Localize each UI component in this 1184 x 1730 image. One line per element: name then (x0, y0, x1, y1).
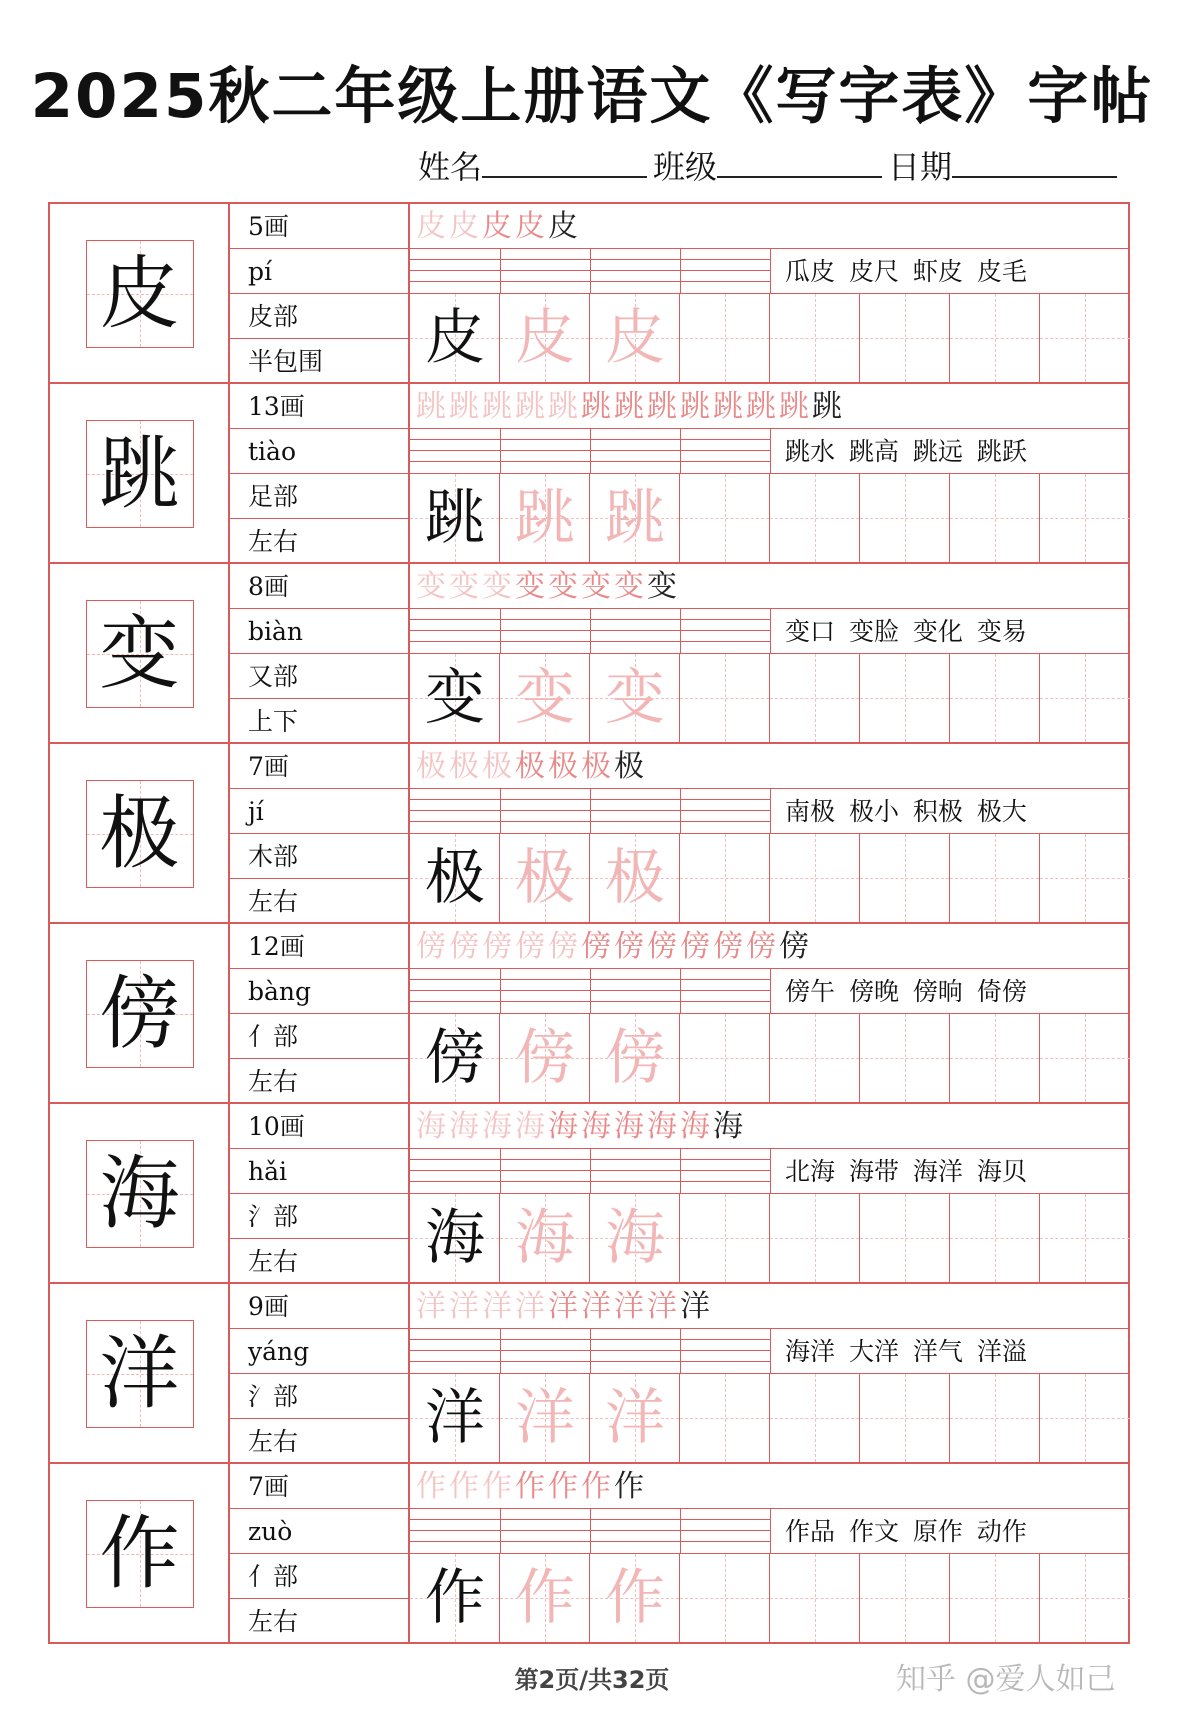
tianzige-cell[interactable] (410, 1554, 500, 1642)
practice-area (410, 924, 1130, 1102)
radical-label: 足部 (230, 474, 408, 519)
stroke-step: 跳 (581, 389, 611, 424)
stroke-count-label: 5画 (230, 204, 408, 249)
pinyin-label: biàn (230, 609, 408, 654)
stroke-order-line (410, 204, 1130, 249)
structure-label: 左右 (248, 1067, 299, 1096)
name-label: 姓名 (418, 148, 483, 186)
stroke-step: 变 (548, 569, 578, 604)
tianzige-row (410, 1374, 1130, 1462)
stroke-order-line (410, 1284, 1130, 1329)
stroke-step: 洋 (614, 1289, 644, 1324)
tianzige-cell[interactable] (860, 1194, 950, 1282)
stroke-step: 跳 (746, 389, 776, 424)
trace-character: 变 (515, 663, 575, 733)
stroke-step: 皮 (515, 209, 545, 244)
stroke-step: 海 (713, 1109, 743, 1144)
trace-character: 极 (515, 843, 575, 913)
big-character: 皮 (99, 247, 180, 340)
pinyin-writing-lines[interactable] (410, 429, 770, 474)
model-character: 海 (425, 1203, 485, 1273)
tianzige-cell[interactable] (770, 1374, 860, 1462)
pinyin-label: hǎi (230, 1149, 408, 1194)
tianzige-cell[interactable] (1040, 474, 1130, 562)
stroke-step: 皮 (548, 209, 578, 244)
tianzige-cell[interactable] (1040, 654, 1130, 742)
date-blank[interactable] (952, 146, 1117, 178)
model-character: 洋 (425, 1383, 485, 1453)
stroke-count-label: 7画 (230, 1464, 408, 1509)
pinyin-label: yáng (230, 1329, 408, 1374)
stroke-step: 变 (449, 569, 479, 604)
stroke-count-label: 10画 (230, 1104, 408, 1149)
practice-area (410, 1464, 1130, 1642)
stroke-step: 作 (515, 1469, 545, 1504)
stroke-step: 极 (581, 749, 611, 784)
stroke-step: 跳 (713, 389, 743, 424)
name-blank[interactable] (482, 146, 647, 178)
tianzige-cell[interactable] (590, 654, 680, 742)
watermark: 知乎 @爱人如己 (896, 1662, 1116, 1697)
tianzige-cell[interactable] (590, 1014, 680, 1102)
big-character-box (86, 600, 194, 708)
pinyin-writing-lines[interactable] (410, 969, 770, 1014)
tianzige-cell[interactable] (950, 294, 1040, 382)
stroke-step: 洋 (581, 1289, 611, 1324)
stroke-step: 极 (416, 749, 446, 784)
pinyin-writing-lines[interactable] (410, 789, 770, 834)
tianzige-row (410, 1554, 1130, 1642)
radical-label: 亻部 (230, 1014, 408, 1059)
stroke-step: 洋 (548, 1289, 578, 1324)
stroke-step: 傍 (746, 929, 776, 964)
structure-label: 半包围 (248, 347, 324, 376)
tianzige-cell[interactable] (590, 834, 680, 922)
trace-character: 海 (605, 1203, 665, 1273)
structure-label: 左右 (248, 1607, 299, 1636)
tianzige-cell[interactable] (770, 834, 860, 922)
stroke-step: 跳 (614, 389, 644, 424)
tianzige-row (410, 654, 1130, 742)
example-words: 海洋 大洋 洋气 洋溢 (770, 1329, 1130, 1374)
tianzige-cell[interactable] (950, 834, 1040, 922)
trace-character: 跳 (515, 483, 575, 553)
radical-label: 氵部 (230, 1374, 408, 1419)
stroke-count-label: 9画 (230, 1284, 408, 1329)
stroke-order-line (410, 744, 1130, 789)
big-character: 傍 (99, 967, 180, 1060)
example-words: 南极 极小 积极 极大 (770, 789, 1130, 834)
tianzige-cell[interactable] (770, 1014, 860, 1102)
tianzige-cell[interactable] (590, 1374, 680, 1462)
stroke-step: 洋 (416, 1289, 446, 1324)
stroke-count-label: 7画 (230, 744, 408, 789)
tianzige-cell[interactable] (500, 654, 590, 742)
worksheet-title: 2025秋二年级上册语文《写字表》字帖 (30, 61, 1154, 132)
tianzige-cell[interactable] (860, 1554, 950, 1642)
stroke-step: 傍 (449, 929, 479, 964)
pinyin-label: bàng (230, 969, 408, 1014)
stroke-step: 傍 (581, 929, 611, 964)
tianzige-cell[interactable] (500, 1014, 590, 1102)
tianzige-cell[interactable] (1040, 1374, 1130, 1462)
tianzige-cell[interactable] (410, 294, 500, 382)
tianzige-cell[interactable] (770, 294, 860, 382)
stroke-step: 傍 (548, 929, 578, 964)
big-character-cell (50, 1284, 230, 1462)
character-info-cell (230, 204, 410, 382)
stroke-step: 变 (515, 569, 545, 604)
big-character-box (86, 780, 194, 888)
model-character: 跳 (425, 483, 485, 553)
stroke-count-label: 8画 (230, 564, 408, 609)
trace-character: 皮 (605, 303, 665, 373)
stroke-step: 极 (449, 749, 479, 784)
tianzige-cell[interactable] (950, 1014, 1040, 1102)
stroke-step: 傍 (647, 929, 677, 964)
stroke-step: 跳 (548, 389, 578, 424)
big-character: 洋 (99, 1327, 180, 1420)
stroke-step: 作 (548, 1469, 578, 1504)
stroke-step: 跳 (416, 389, 446, 424)
stroke-step: 跳 (647, 389, 677, 424)
tianzige-cell[interactable] (860, 654, 950, 742)
character-row (50, 204, 1130, 384)
big-character-cell (50, 1464, 230, 1642)
trace-character: 变 (605, 663, 665, 733)
big-character-cell (50, 744, 230, 922)
tianzige-cell[interactable] (680, 1554, 770, 1642)
big-character-cell (50, 384, 230, 562)
structure-label: 上下 (248, 707, 299, 736)
tianzige-cell[interactable] (860, 474, 950, 562)
trace-character: 作 (515, 1563, 575, 1633)
stroke-count-label: 13画 (230, 384, 408, 429)
practice-area (410, 744, 1130, 922)
big-character-cell (50, 204, 230, 382)
stroke-step: 跳 (812, 389, 842, 424)
stroke-order-line (410, 924, 1130, 969)
big-character: 海 (99, 1147, 180, 1240)
stroke-step: 海 (548, 1109, 578, 1144)
stroke-step: 跳 (515, 389, 545, 424)
trace-character: 傍 (515, 1023, 575, 1093)
stroke-step: 作 (482, 1469, 512, 1504)
stroke-step: 皮 (449, 209, 479, 244)
stroke-step: 跳 (680, 389, 710, 424)
tianzige-cell[interactable] (500, 294, 590, 382)
stroke-step: 海 (581, 1109, 611, 1144)
tianzige-cell[interactable] (590, 1554, 680, 1642)
character-info-cell (230, 384, 410, 562)
structure-label: 左右 (248, 527, 299, 556)
date-label: 日期 (888, 148, 953, 186)
tianzige-cell[interactable] (410, 474, 500, 562)
tianzige-cell[interactable] (860, 294, 950, 382)
character-row (50, 744, 1130, 924)
radical-label: 木部 (230, 834, 408, 879)
stroke-step: 洋 (482, 1289, 512, 1324)
stroke-step: 极 (614, 749, 644, 784)
big-character-box (86, 240, 194, 348)
stroke-step: 海 (449, 1109, 479, 1144)
stroke-order-line (410, 384, 1130, 429)
pinyin-writing-lines[interactable] (410, 1149, 770, 1194)
stroke-step: 变 (647, 569, 677, 604)
tianzige-cell[interactable] (680, 654, 770, 742)
character-info-cell (230, 564, 410, 742)
tianzige-cell[interactable] (500, 1554, 590, 1642)
pinyin-label: jí (230, 789, 408, 834)
practice-area (410, 564, 1130, 742)
pinyin-label: tiào (230, 429, 408, 474)
tianzige-cell[interactable] (680, 1194, 770, 1282)
character-info-cell (230, 924, 410, 1102)
stroke-order-line (410, 1464, 1130, 1509)
big-character-cell (50, 924, 230, 1102)
tianzige-cell[interactable] (950, 474, 1040, 562)
stroke-order-line (410, 1104, 1130, 1149)
tianzige-cell[interactable] (500, 834, 590, 922)
tianzige-cell[interactable] (770, 474, 860, 562)
tianzige-cell[interactable] (680, 1014, 770, 1102)
tianzige-cell[interactable] (590, 474, 680, 562)
stroke-step: 变 (416, 569, 446, 604)
student-info-line (418, 142, 1123, 188)
tianzige-cell[interactable] (860, 1374, 950, 1462)
tianzige-cell[interactable] (770, 1554, 860, 1642)
stroke-step: 变 (581, 569, 611, 604)
example-words: 变口 变脸 变化 变易 (770, 609, 1130, 654)
tianzige-cell[interactable] (860, 834, 950, 922)
tianzige-cell[interactable] (500, 474, 590, 562)
stroke-step: 变 (614, 569, 644, 604)
tianzige-cell[interactable] (1040, 294, 1130, 382)
pinyin-writing-lines[interactable] (410, 609, 770, 654)
tianzige-cell[interactable] (1040, 1014, 1130, 1102)
big-character-cell (50, 1104, 230, 1282)
page-number: 第2页/共32页 (514, 1666, 670, 1694)
stroke-step: 跳 (482, 389, 512, 424)
stroke-step: 海 (416, 1109, 446, 1144)
pinyin-label: pí (230, 249, 408, 294)
stroke-step: 作 (449, 1469, 479, 1504)
stroke-step: 傍 (416, 929, 446, 964)
tianzige-row (410, 834, 1130, 922)
stroke-step: 极 (482, 749, 512, 784)
tianzige-cell[interactable] (410, 1374, 500, 1462)
model-character: 作 (425, 1563, 485, 1633)
stroke-step: 洋 (647, 1289, 677, 1324)
character-info-cell (230, 1284, 410, 1462)
big-character-box (86, 1500, 194, 1608)
stroke-step: 洋 (680, 1289, 710, 1324)
stroke-step: 洋 (449, 1289, 479, 1324)
character-row (50, 1104, 1130, 1284)
stroke-step: 跳 (779, 389, 809, 424)
practice-sheet (48, 202, 1130, 1644)
character-info-cell (230, 1104, 410, 1282)
trace-character: 作 (605, 1563, 665, 1633)
practice-area (410, 1104, 1130, 1282)
stroke-step: 作 (416, 1469, 446, 1504)
trace-character: 极 (605, 843, 665, 913)
big-character: 变 (99, 607, 180, 700)
example-words: 傍午 傍晚 傍晌 倚傍 (770, 969, 1130, 1014)
pinyin-writing-lines[interactable] (410, 1509, 770, 1554)
tianzige-cell[interactable] (1040, 1194, 1130, 1282)
stroke-step: 海 (647, 1109, 677, 1144)
big-character-box (86, 1320, 194, 1428)
example-words: 作品 作文 原作 动作 (770, 1509, 1130, 1554)
tianzige-cell[interactable] (680, 1374, 770, 1462)
tianzige-cell[interactable] (410, 654, 500, 742)
tianzige-cell[interactable] (680, 294, 770, 382)
character-row (50, 1284, 1130, 1464)
tianzige-cell[interactable] (950, 654, 1040, 742)
class-label: 班级 (653, 148, 718, 186)
big-character: 跳 (99, 427, 180, 520)
big-character: 作 (99, 1507, 180, 1600)
stroke-step: 皮 (416, 209, 446, 244)
tianzige-cell[interactable] (950, 1194, 1040, 1282)
model-character: 皮 (425, 303, 485, 373)
stroke-step: 傍 (680, 929, 710, 964)
practice-area (410, 384, 1130, 562)
big-character-cell (50, 564, 230, 742)
trace-character: 皮 (515, 303, 575, 373)
stroke-step: 傍 (614, 929, 644, 964)
tianzige-cell[interactable] (410, 834, 500, 922)
tianzige-cell[interactable] (500, 1374, 590, 1462)
character-row (50, 924, 1130, 1104)
tianzige-cell[interactable] (1040, 834, 1130, 922)
big-character-box (86, 1140, 194, 1248)
tianzige-cell[interactable] (590, 294, 680, 382)
trace-character: 洋 (605, 1383, 665, 1453)
structure-label: 左右 (248, 887, 299, 916)
tianzige-cell[interactable] (680, 834, 770, 922)
model-character: 变 (425, 663, 485, 733)
stroke-step: 作 (614, 1469, 644, 1504)
tianzige-row (410, 1194, 1130, 1282)
pinyin-writing-lines[interactable] (410, 249, 770, 294)
class-blank[interactable] (717, 146, 882, 178)
tianzige-cell[interactable] (950, 1554, 1040, 1642)
character-info-cell (230, 1464, 410, 1642)
structure-label: 左右 (248, 1247, 299, 1276)
example-words: 瓜皮 皮尺 虾皮 皮毛 (770, 249, 1130, 294)
stroke-step: 跳 (449, 389, 479, 424)
character-info-cell (230, 744, 410, 922)
tianzige-cell[interactable] (1040, 1554, 1130, 1642)
radical-label: 氵部 (230, 1194, 408, 1239)
radical-label: 亻部 (230, 1554, 408, 1599)
pinyin-label: zuò (230, 1509, 408, 1554)
tianzige-cell[interactable] (410, 1194, 500, 1282)
trace-character: 跳 (605, 483, 665, 553)
stroke-step: 海 (614, 1109, 644, 1144)
character-row (50, 384, 1130, 564)
trace-character: 傍 (605, 1023, 665, 1093)
stroke-step: 海 (482, 1109, 512, 1144)
stroke-count-label: 12画 (230, 924, 408, 969)
stroke-step: 极 (515, 749, 545, 784)
big-character-box (86, 960, 194, 1068)
stroke-step: 傍 (713, 929, 743, 964)
big-character-box (86, 420, 194, 528)
stroke-order-line (410, 564, 1130, 609)
stroke-step: 变 (482, 569, 512, 604)
stroke-step: 洋 (515, 1289, 545, 1324)
practice-area (410, 204, 1130, 382)
stroke-step: 傍 (482, 929, 512, 964)
tianzige-cell[interactable] (680, 474, 770, 562)
character-row (50, 1464, 1130, 1644)
character-row (50, 564, 1130, 744)
trace-character: 海 (515, 1203, 575, 1273)
tianzige-row (410, 1014, 1130, 1102)
tianzige-row (410, 474, 1130, 562)
practice-area (410, 1284, 1130, 1462)
radical-label: 皮部 (230, 294, 408, 339)
tianzige-row (410, 294, 1130, 382)
pinyin-writing-lines[interactable] (410, 1329, 770, 1374)
tianzige-cell[interactable] (860, 1014, 950, 1102)
tianzige-cell[interactable] (590, 1194, 680, 1282)
model-character: 极 (425, 843, 485, 913)
stroke-step: 海 (680, 1109, 710, 1144)
model-character: 傍 (425, 1023, 485, 1093)
stroke-step: 傍 (779, 929, 809, 964)
big-character: 极 (99, 787, 180, 880)
tianzige-cell[interactable] (770, 1194, 860, 1282)
tianzige-cell[interactable] (410, 1014, 500, 1102)
example-words: 北海 海带 海洋 海贝 (770, 1149, 1130, 1194)
trace-character: 洋 (515, 1383, 575, 1453)
stroke-step: 傍 (515, 929, 545, 964)
tianzige-cell[interactable] (770, 654, 860, 742)
stroke-step: 极 (548, 749, 578, 784)
structure-label: 左右 (248, 1427, 299, 1456)
stroke-step: 作 (581, 1469, 611, 1504)
radical-label: 又部 (230, 654, 408, 699)
stroke-step: 海 (515, 1109, 545, 1144)
example-words: 跳水 跳高 跳远 跳跃 (770, 429, 1130, 474)
stroke-step: 皮 (482, 209, 512, 244)
tianzige-cell[interactable] (500, 1194, 590, 1282)
tianzige-cell[interactable] (950, 1374, 1040, 1462)
